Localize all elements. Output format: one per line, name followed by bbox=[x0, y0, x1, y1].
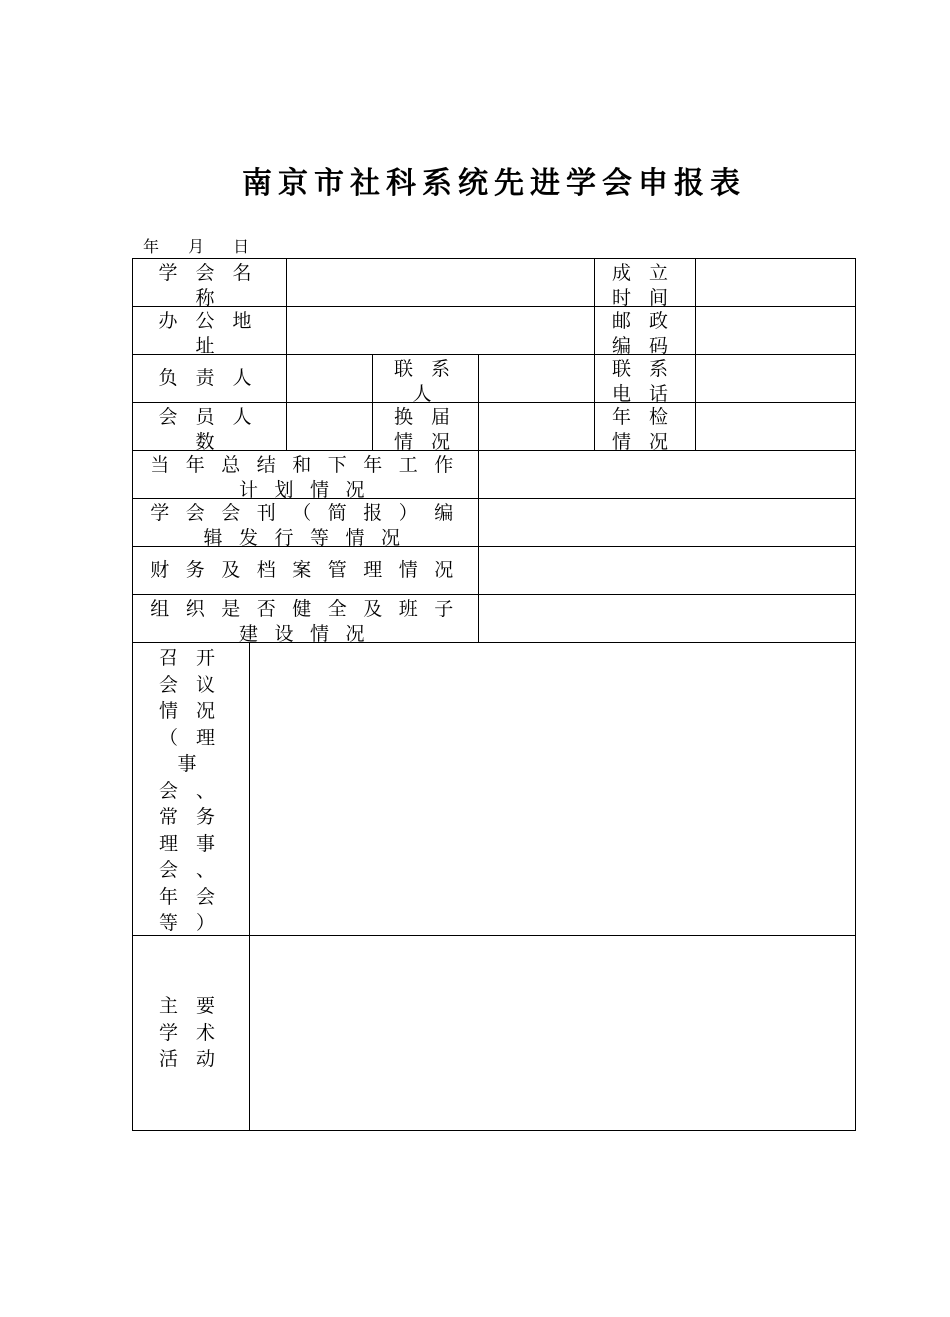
label-cell-finance bbox=[132, 546, 479, 595]
label-found-time: 成立 时间 bbox=[611, 262, 686, 307]
label-cell-society-name bbox=[132, 258, 287, 307]
label-cell-academic bbox=[132, 935, 250, 1131]
meetings-field[interactable] bbox=[249, 642, 856, 936]
label-cell-postal-code bbox=[594, 306, 696, 355]
term-change-field[interactable] bbox=[478, 402, 595, 451]
label-cell-found-time bbox=[594, 258, 696, 307]
summary-plan-field[interactable] bbox=[478, 450, 856, 499]
label-contact-phone: 联系 电话 bbox=[611, 358, 686, 403]
label-cell-annual-check bbox=[594, 402, 696, 451]
label-meetings: 召开 会议 情况 （理 事 会、 常务 理事 会、 年会 等） bbox=[158, 647, 233, 934]
label-cell-meetings bbox=[132, 642, 250, 936]
label-annual-check: 年检 情况 bbox=[611, 406, 686, 451]
office-address-field[interactable] bbox=[286, 306, 595, 355]
postal-code-field[interactable] bbox=[695, 306, 856, 355]
date-line: 年 月 日 bbox=[143, 237, 250, 256]
member-count-field[interactable] bbox=[286, 402, 373, 451]
page-title: 南京市社科系统先进学会申报表 bbox=[242, 166, 746, 201]
label-cell-member-count bbox=[132, 402, 287, 451]
label-cell-contact-person bbox=[372, 354, 479, 403]
label-organization: 组织是否健全及班子 建设情况 bbox=[150, 598, 470, 643]
label-journal: 学会会刊（简报）编 辑发行等情况 bbox=[150, 502, 470, 547]
organization-field[interactable] bbox=[478, 594, 856, 643]
label-cell-leader bbox=[132, 354, 287, 403]
annual-check-field[interactable] bbox=[695, 402, 856, 451]
label-finance: 财务及档案管理情况 bbox=[150, 559, 470, 581]
label-office-address: 办公地 址 bbox=[158, 310, 270, 355]
label-cell-term-change bbox=[372, 402, 479, 451]
label-cell-office-address bbox=[132, 306, 287, 355]
label-term-change: 换届 情况 bbox=[393, 406, 468, 451]
label-contact-person: 联系 人 bbox=[393, 358, 468, 403]
journal-field[interactable] bbox=[478, 498, 856, 547]
society-name-field[interactable] bbox=[286, 258, 595, 307]
label-cell-organization bbox=[132, 594, 479, 643]
label-cell-journal bbox=[132, 498, 479, 547]
label-summary-plan: 当年总结和下年工作 计划情况 bbox=[150, 454, 470, 499]
label-leader: 负责人 bbox=[158, 367, 270, 389]
finance-field[interactable] bbox=[478, 546, 856, 595]
label-postal-code: 邮政 编码 bbox=[611, 310, 686, 355]
academic-field[interactable] bbox=[249, 935, 856, 1131]
application-form bbox=[132, 258, 856, 1131]
label-cell-summary-plan bbox=[132, 450, 479, 499]
label-member-count: 会员人 数 bbox=[158, 406, 270, 451]
found-time-field[interactable] bbox=[695, 258, 856, 307]
label-society-name: 学会名 称 bbox=[158, 262, 270, 307]
contact-person-field[interactable] bbox=[478, 354, 595, 403]
label-academic: 主要 学术 活动 bbox=[158, 995, 233, 1070]
contact-phone-field[interactable] bbox=[695, 354, 856, 403]
label-cell-contact-phone bbox=[594, 354, 696, 403]
leader-field[interactable] bbox=[286, 354, 373, 403]
